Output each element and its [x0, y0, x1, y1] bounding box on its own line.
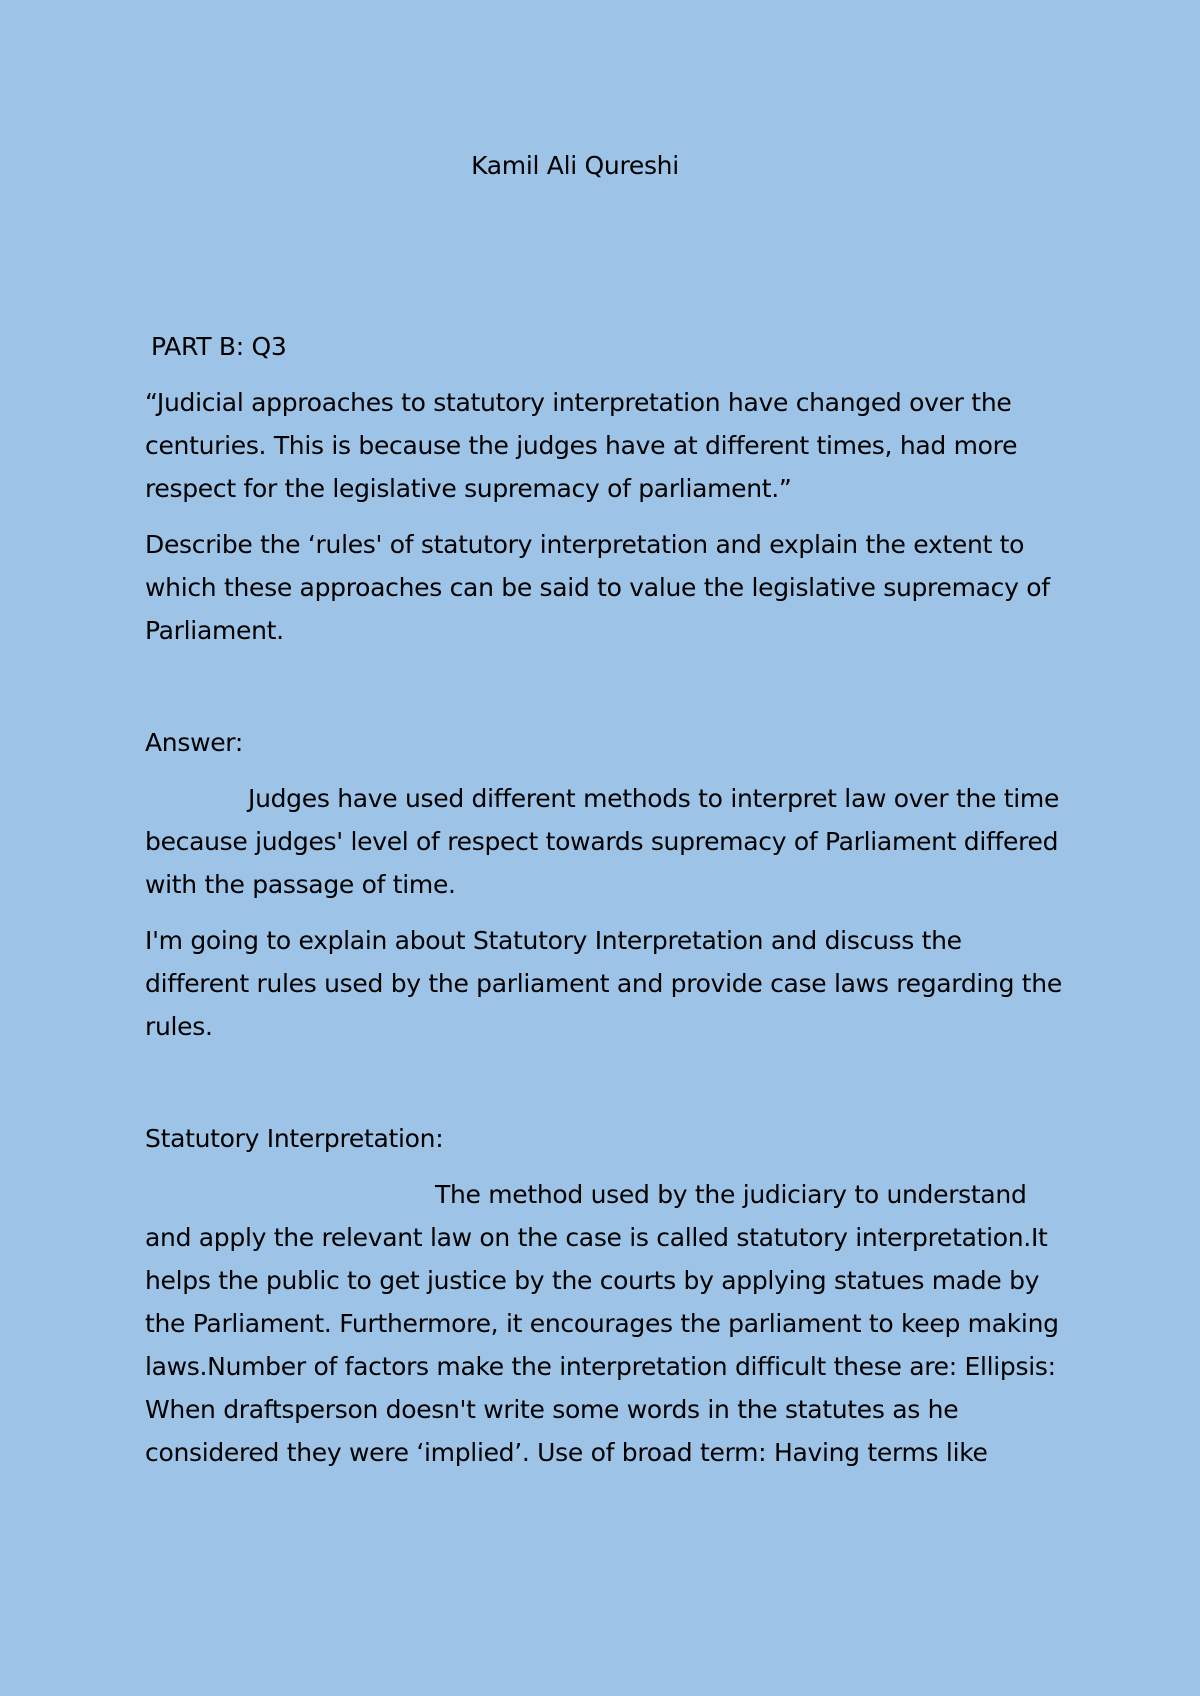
section-heading: Statutory Interpretation:	[145, 1124, 444, 1153]
answer-label: Answer:	[145, 728, 243, 757]
document-body	[145, 325, 1065, 1487]
author-name: Kamil Ali Qureshi	[471, 151, 679, 180]
section-paragraph: The method used by the judiciary to understand and apply the relevant law on the case is called statutory interpretation.It helps the public to get justice by the courts by applying statues made by the Parliament. Furthermore, it encourages the parliament to keep making laws.Number of factors make the interpretation difficult these are: Ellipsis: When draftsperson doesn't write some words in the statutes as he considered they were ‘implied’. Use of broad term: Having terms like	[145, 1180, 1059, 1467]
question-quote: “Judicial approaches to statutory interpretation have changed over the centuries. This is because the judges have at different times, had more respect for the legislative supremacy of parliament.”	[145, 388, 1018, 503]
answer-paragraph-1: Judges have used different methods to interpret law over the time because judges' level of respect towards supremacy of Parliament differed with the passage of time.	[145, 784, 1060, 899]
answer-paragraph-2: I'm going to explain about Statutory Interpretation and discuss the different rules used by the parliament and provide case laws regarding the rules.	[145, 926, 1062, 1041]
part-heading: PART B: Q3	[151, 332, 287, 361]
question-text: Describe the ‘rules' of statutory interpretation and explain the extent to which these approaches can be said to value the legislative supremacy of Parliament.	[145, 530, 1050, 645]
